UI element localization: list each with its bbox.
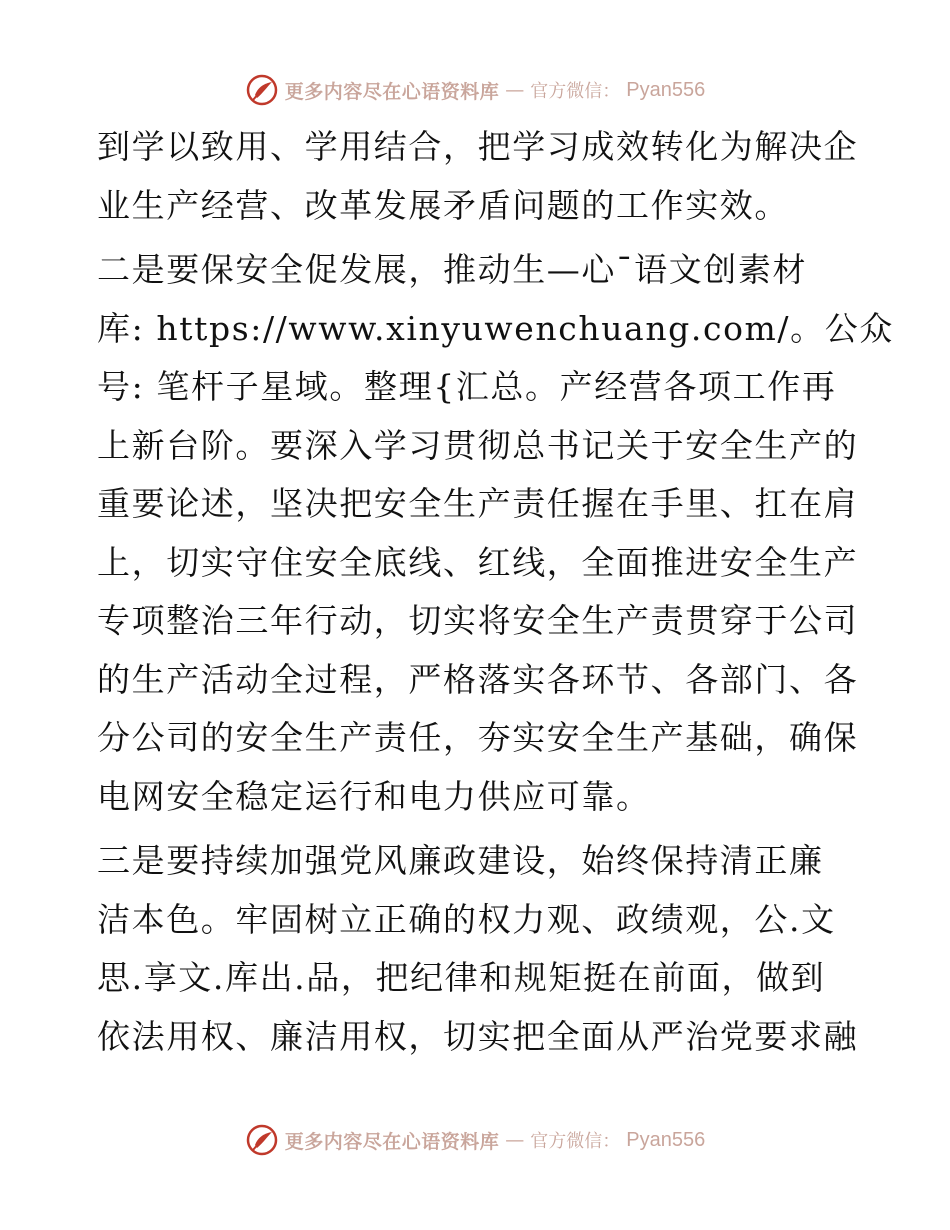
paragraph-2 [97,241,894,826]
paragraph-1 [97,118,857,235]
text-line: 库: https://www.xinyuwenchuang.com/。公众 [97,308,894,348]
footer-watermark-banner [0,1120,950,1160]
text-line: 重要论述，坚决把安全生产责任握在手里、扛在肩 [97,484,859,523]
header-wechat-label: 官方微信： [530,81,621,102]
footer-banner-separator: — [505,1129,525,1151]
text-line: 的生产活动全过程，严格落实各环节、各部门、各 [97,659,859,699]
text-line: 业生产经营、改革发展矛盾问题的工作实效。 [97,185,789,225]
text-line: 依法用权、廉洁用权，切实把全面从严治党要求融 [97,1016,859,1056]
text-line: 上，切实守住安全底线、红线，全面推进安全生产 [97,542,859,582]
text-line: 二是要保安全促发展，推动生—心¯语文创素材 [97,250,808,289]
footer-wechat-id: Pyan556 [626,1128,706,1151]
text-line: 专项整治三年行动，切实将安全生产责贯穿于公司 [97,601,859,640]
header-banner-separator: — [505,79,525,101]
text-line: 三是要持续加强党风廉政建设，始终保持清正廉 [97,841,824,880]
header-watermark-banner [0,70,950,110]
document-body [97,118,894,1066]
text-line: 思.享文.库出.品，把纪律和规矩挺在前面，做到 [97,958,826,997]
footer-banner-text: 更多内容尽在心语资料库 [284,1130,500,1153]
brand-logo-icon [245,73,279,107]
text-line: 到学以致用、学用结合，把学习成效转化为解决企 [97,127,859,166]
text-line: 上新台阶。要深入学习贯彻总书记关于安全生产的 [97,425,859,465]
text-line: 电网安全稳定运行和电力供应可靠。 [97,776,651,816]
text-line: 号: 笔杆子星域。整理{汇总。产经营各项工作再 [97,367,837,406]
paragraph-3 [97,832,857,1066]
text-line: 洁本色。牢固树立正确的权力观、政绩观，公.文 [97,899,836,939]
header-banner-text: 更多内容尽在心语资料库 [284,80,500,103]
brand-logo-icon [245,1123,279,1157]
text-line: 分公司的安全生产责任，夯实安全生产基础，确保 [97,718,859,757]
footer-wechat-label: 官方微信： [530,1131,621,1152]
header-wechat-id: Pyan556 [626,78,706,101]
